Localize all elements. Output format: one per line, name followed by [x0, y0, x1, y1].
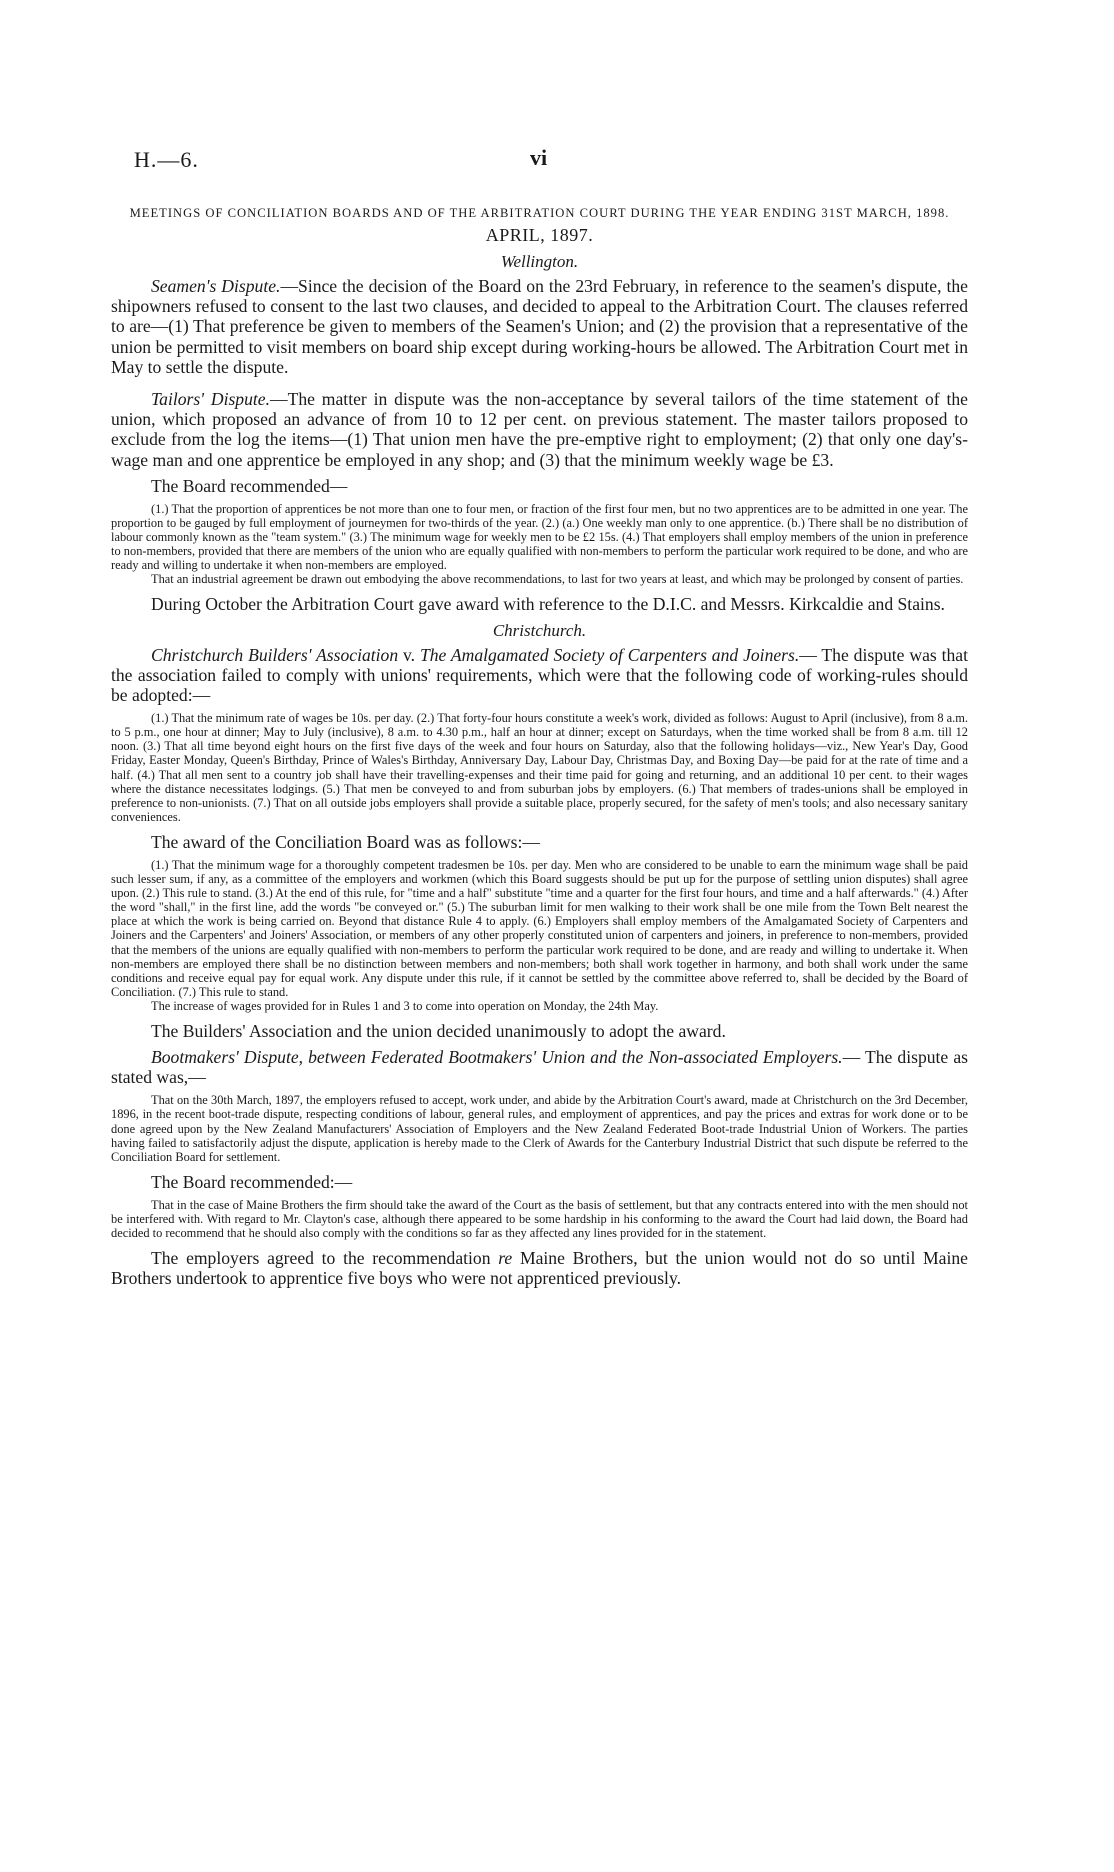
bootmakers-dispute-label: Bootmakers' Dispute, between Federated Bootmakers' Union and the Non-associated Employers. — [151, 1046, 843, 1067]
bootmakers-dispute-paragraph — [111, 1047, 968, 1087]
tailors-recommendations: (1.) That the proportion of apprentices be not more than one to four men, or fraction of the first four men, but no two apprentices are to be admitted in one year. The proportion to be gauged by full employment of journeymen for two-thirds of the year. (2.) (a.) One weekly man only to one apprentice. (b.) There shall be no distribution of labour commonly known as the "team system." (3.) The minimum wage for weekly men to be £2 15s. (4.) That employers shall employ members of the union in preference to non-members, provided that there are members of the union who are equally qualified with non-members to perform the particular work required to be done, and who are ready and willing to undertake it when non-members are employed. — [111, 501, 968, 573]
tailors-dispute-text: —The matter in dispute was the non-acceptance by several tailors of the time statement of the union, which proposed an advance of from 10 to 12 per cent. on previous statement. The master tailors proposed to exclude from the log the items—(1) That union men have the pre-emptive right to employment; (2) that only one day's-wage man and one apprentice be employed in any shop; and (3) that the minimum weekly wage be £3. — [111, 389, 968, 470]
award-text: (1.) That the minimum wage for a thoroughly competent tradesmen be 10s. per day. Men who are considered to be unable to earn the minimum wage shall be paid such lesser sum, if any, as a committee of the employers and workmen (which this Board suggests should be put up for the purpose of settling union disputes) shall agree upon. (2.) This rule to stand. (3.) At the end of this rule, for "time and a half" substitute "time and a quarter for the first four hours, and time and a half afterwards." (4.) After the word "shall," in the first line, add the words "be conveyed or." (5.) The suburban limit for men walking to their work shall be one mile from the Town Belt nearest the place at which the work is being carried on. Beyond that distance Rule 4 to apply. (6.) Employers shall employ members of the Amalgamated Society of Carpenters and Joiners and the Carpenters' and Joiners' Association, or members of any other properly constituted union of carpenters and joiners, in preference to non-members, provided that the members of the unions are equally qualified with non-members to perform the particular work required to be done, and are ready and willing to undertake it. When non-members are employed there shall be no distinction between members and non-members; both shall work together in harmony, and both shall work under the same conditions and receive equal pay for equal work. Any dispute under this rule, if it cannot be settled by the committee above referred to, shall be decided by the Board of Conciliation. (7.) This rule to stand. — [111, 857, 968, 999]
wage-increase-note: The increase of wages provided for in Rules 1 and 3 to come into operation on Monday, the 24th May. — [151, 998, 659, 1013]
carpenters-society-label: The Amalgamated Society of Carpenters and Joiners. — [419, 644, 800, 665]
page-number: vi — [530, 145, 548, 170]
seamen-dispute-text: —Since the decision of the Board on the 23rd February, in reference to the seamen's dispute, the shipowners refused to consent to the last two clauses, and decided to appeal to the Arbitration Court. The clauses referred to are—(1) That preference be given to members of the Seamen's Union; and (2) the provision that a representative of the union be permitted to visit members on board ship except during working-hours be allowed. The Arbitration Court met in May to settle the dispute. — [111, 276, 968, 377]
versus-text: v. — [398, 644, 420, 665]
final-text-a: The employers agreed to the recommendation — [151, 1248, 499, 1269]
builders-dispute-text: — The dispute was that the association failed to comply with unions' requirements, which were that the following code of working-rules should be adopted:— — [111, 644, 968, 705]
seamen-dispute-paragraph — [111, 276, 968, 377]
builders-dispute-paragraph — [111, 645, 968, 706]
final-text-b: Maine Brothers, but the union would not do so until Maine Brothers undertook to apprentice five boys who were not apprenticed previously. — [111, 1248, 968, 1289]
tailors-dispute-label: Tailors' Dispute. — [151, 389, 270, 410]
builders-association-label: Christchurch Builders' Association — [151, 644, 399, 665]
award-intro: The award of the Conciliation Board was as follows:— — [151, 831, 540, 852]
page-reference: H.—6. — [134, 147, 199, 172]
month-heading: APRIL, 1897. — [485, 225, 594, 245]
document-body — [111, 205, 968, 1301]
tailors-board-recommended: The Board recommended— — [151, 475, 348, 496]
industrial-agreement: That an industrial agreement be drawn out embodying the above recommendations, to last for two years at least, and which may be prolonged by consent of parties. — [151, 572, 964, 587]
seamen-dispute-label: Seamen's Dispute. — [151, 276, 281, 296]
bootmakers-statement: That on the 30th March, 1897, the employers refused to accept, work under, and abide by the Arbitration Court's award, made at Christchurch on the 3rd December, 1896, in the recent boot-trade dispute, respecting conditions of labour, general rules, and employment of apprentices, and pay the prices and extras for work done or to be done agreed upon by the New Zealand Manufacturers' Association of Employers and the New Zealand Federated Boot-trade Industrial Union of Workers. The parties having failed to satisfactorily adjust the dispute, application is hereby made to the Clerk of Awards for the Canterbury Industrial District that such dispute be referred to the Conciliation Board for settlement. — [111, 1093, 968, 1164]
maine-brothers-recommendation: That in the case of Maine Brothers the firm should take the award of the Court as the basis of settlement, but that any contracts entered into with the men should not be interfered with. With regard to Mr. Clayton's case, although there appeared to be some hardship in his conforming to the award the Court had laid down, the Board had decided to recommend that he should also comply with the conditions so far as they affected any lines provided for in the statement. — [111, 1197, 968, 1241]
christchurch-heading: Christchurch. — [492, 620, 587, 640]
final-re: re — [498, 1248, 513, 1269]
award-adopted: The Builders' Association and the union decided unanimously to adopt the award. — [151, 1020, 726, 1041]
document-title: MEETINGS OF CONCILIATION BOARDS AND OF THE ARBITRATION COURT DURING THE YEAR ENDING 31ST MARCH, 1898. — [129, 206, 950, 220]
final-paragraph — [111, 1248, 968, 1288]
bootmakers-dispute-text: — The dispute as stated was,— — [111, 1046, 968, 1088]
working-rules: (1.) That the minimum rate of wages be 10s. per day. (2.) That forty-four hours constitute a week's work, divided as follows: August to April (inclusive), from 8 a.m. to 5 p.m., one hour at dinner; May to July (inclusive), 8 a.m. to 4.30 p.m., half an hour at dinner; except on Saturdays, when the time worked shall be from 8 a.m. till 12 noon. (3.) That all time beyond eight hours on the first five days of the week and four hours on Saturday, also that the following holidays—viz., New Year's Day, Good Friday, Easter Monday, Queen's Birthday, Prince of Wales's Birthday, Anniversary Day, Labour Day, Christmas Day, and Boxing Day—be paid for at the rate of time and a half. (4.) That all men sent to a country job shall have their travelling-expenses and their time paid for going and returning, and an additional 10 per cent. to their wages where the distance necessitates lodgings. (5.) That men be conveyed to and from suburban jobs by employers. (6.) That members of trades-unions shall be employed in preference to non-unionists. (7.) That on all outside jobs employers shall provide a suitable place, properly secured, for the safety of men's tools; and also necessary sanitary conveniences. — [111, 711, 968, 824]
october-award-paragraph: During October the Arbitration Court gave award with reference to the D.I.C. and Messrs. Kirkcaldie and Stains. — [151, 594, 945, 615]
bootmakers-board-recommended: The Board recommended:— — [151, 1171, 353, 1192]
wellington-heading: Wellington. — [500, 252, 579, 271]
tailors-dispute-paragraph — [111, 389, 968, 470]
